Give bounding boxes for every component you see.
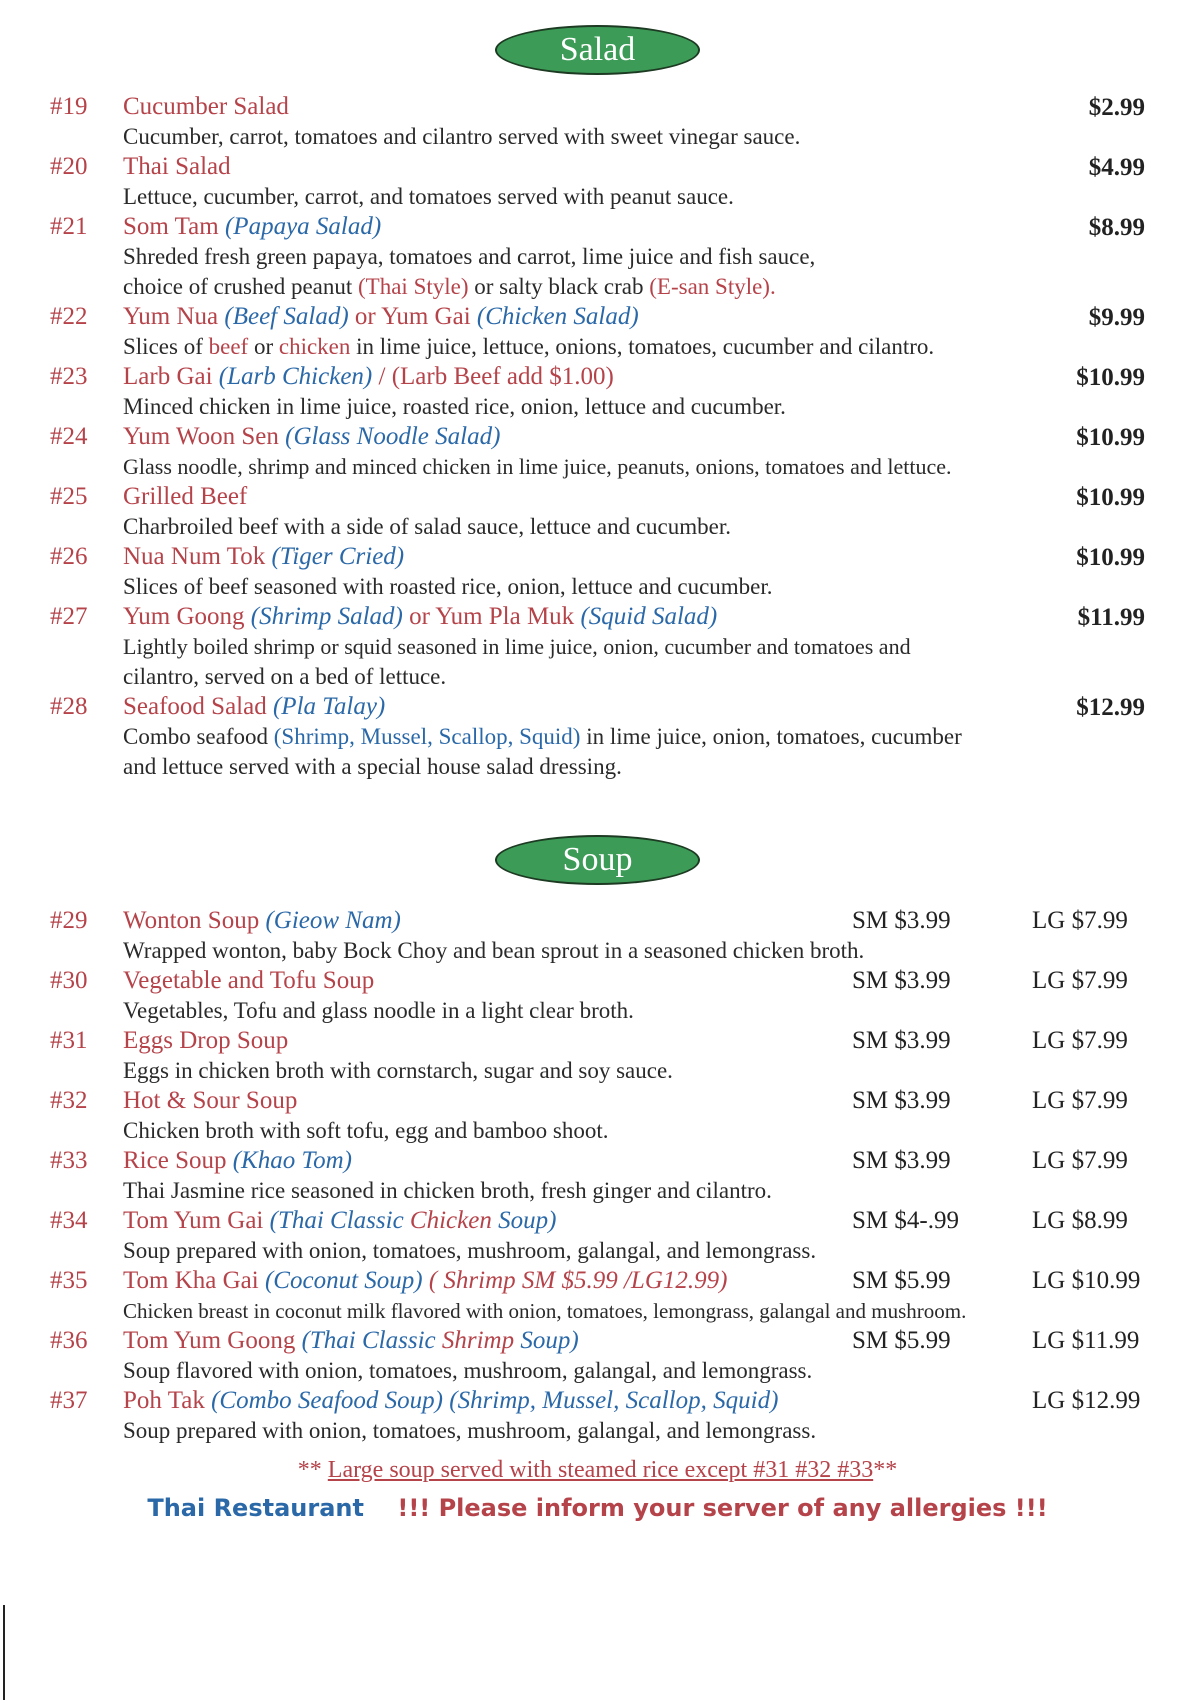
item-name: Tom Yum Goong <box>123 1327 296 1354</box>
note-prefix: ** <box>297 1457 328 1483</box>
item-description-continued <box>0 272 1195 302</box>
item-price: $12.99 <box>1076 694 1145 721</box>
item-description: Cucumber, carrot, tomatoes and cilantro served with sweet vinegar sauce. <box>123 124 801 149</box>
large-price: LG $7.99 <box>1032 1147 1128 1174</box>
large-price: LG $7.99 <box>1032 1027 1128 1054</box>
item-name: Yum Woon Sen <box>123 423 279 450</box>
item-number: #19 <box>50 93 88 120</box>
menu-item-34 <box>0 1206 1195 1266</box>
item-description: Lettuce, cucumber, carrot, and tomatoes served with peanut sauce. <box>123 184 734 209</box>
item-number: #36 <box>50 1327 88 1354</box>
item-number: #24 <box>50 423 88 450</box>
item-alt-name: (Shrimp Salad) <box>250 603 403 630</box>
small-price: SM $5.99 <box>852 1267 951 1294</box>
desc-beef: beef <box>208 334 249 359</box>
item-number: #30 <box>50 967 88 994</box>
large-price: LG $8.99 <box>1032 1207 1128 1234</box>
item-name: Wonton Soup <box>123 907 260 934</box>
item-alt-name-end: Soup) <box>520 1327 579 1354</box>
item-name: Yum Goong <box>123 603 245 630</box>
menu-item-26 <box>0 542 1195 602</box>
item-name-2: Yum Gai <box>381 303 471 330</box>
item-description <box>0 722 1195 752</box>
item-description: Eggs in chicken broth with cornstarch, sugar and soy sauce. <box>123 1058 673 1083</box>
salad-section <box>0 92 1195 782</box>
item-number: #32 <box>50 1087 88 1114</box>
item-alt-name: (Glass Noodle Salad) <box>285 423 501 450</box>
note-text: Large soup served with steamed rice except #31 #32 #33 <box>327 1457 874 1483</box>
large-price: LG $11.99 <box>1032 1327 1140 1354</box>
menu-item-20 <box>0 152 1195 212</box>
item-description: Charbroiled beef with a side of salad sauce, lettuce and cucumber. <box>123 514 731 539</box>
menu-item-32 <box>0 1086 1195 1146</box>
item-number: #23 <box>50 363 88 390</box>
item-alt-name: (Coconut Soup) <box>264 1267 423 1294</box>
item-name: Tom Kha Gai <box>123 1267 259 1294</box>
item-name: Cucumber Salad <box>123 93 289 120</box>
item-alt-name: (Combo Seafood Soup) (Shrimp, Mussel, Scallop, Squid) <box>211 1387 779 1414</box>
item-description-continued: and lettuce served with a special house salad dressing. <box>123 754 622 779</box>
item-number: #31 <box>50 1027 88 1054</box>
menu-item-33 <box>0 1146 1195 1206</box>
restaurant-name: Thai Restaurant <box>147 1494 364 1522</box>
large-price: LG $12.99 <box>1032 1387 1141 1414</box>
item-price: $10.99 <box>1076 544 1145 571</box>
item-description: Vegetables, Tofu and glass noodle in a light clear broth. <box>123 998 634 1023</box>
small-price: SM $3.99 <box>852 1147 951 1174</box>
item-alt-name: (Gieow Nam) <box>265 907 401 934</box>
large-soup-note <box>0 1455 1195 1485</box>
item-number: #33 <box>50 1147 88 1174</box>
item-alt-name: (Khao Tom) <box>232 1147 352 1174</box>
small-price: SM $3.99 <box>852 1027 951 1054</box>
item-alt-name: (Thai Classic <box>269 1207 404 1234</box>
menu-item-30 <box>0 966 1195 1026</box>
item-number: #28 <box>50 693 88 720</box>
item-description: Minced chicken in lime juice, roasted rice, onion, lettuce and cucumber. <box>123 394 786 419</box>
item-name: Poh Tak <box>123 1387 205 1414</box>
item-shrimp-option: ( Shrimp SM $5.99 /LG12.99) <box>428 1267 728 1294</box>
item-description <box>0 332 1195 362</box>
small-price: SM $5.99 <box>852 1327 951 1354</box>
desc-style-thai: (Thai Style) <box>358 274 469 299</box>
item-alt-name-highlight: Chicken <box>409 1207 492 1234</box>
desc-text: Slices of <box>123 334 209 359</box>
item-name: Som Tam <box>123 213 219 240</box>
item-name: Rice Soup <box>123 1147 227 1174</box>
menu-item-28 <box>0 692 1195 782</box>
item-name: Grilled Beef <box>123 483 248 510</box>
item-name: Larb Gai <box>123 363 213 390</box>
item-price: $2.99 <box>1088 94 1145 121</box>
item-description: Lightly boiled shrimp or squid seasoned in lime juice, onion, cucumber and tomatoes and <box>123 634 911 659</box>
note-suffix: ** <box>873 1457 898 1483</box>
item-description: Soup prepared with onion, tomatoes, mushroom, galangal, and lemongrass. <box>123 1418 817 1443</box>
item-or: or <box>409 603 430 630</box>
large-price: LG $7.99 <box>1032 1087 1128 1114</box>
item-name: Eggs Drop Soup <box>123 1027 289 1054</box>
menu-item-23 <box>0 362 1195 422</box>
item-name: Thai Salad <box>123 153 231 180</box>
small-price: SM $3.99 <box>852 967 951 994</box>
item-price: $8.99 <box>1088 214 1145 241</box>
item-alt-name: (Larb Chicken) <box>218 363 373 390</box>
menu-item-36 <box>0 1326 1195 1386</box>
item-number: #37 <box>50 1387 88 1414</box>
item-description: Shreded fresh green papaya, tomatoes and carrot, lime juice and fish sauce, <box>123 244 816 269</box>
item-price: $10.99 <box>1076 364 1145 391</box>
item-number: #22 <box>50 303 88 330</box>
item-alt-name: (Tiger Cried) <box>271 543 405 570</box>
scan-edge-line <box>3 1605 5 1700</box>
item-price: $4.99 <box>1088 154 1145 181</box>
menu-item-31 <box>0 1026 1195 1086</box>
desc-seafood: (Shrimp, Mussel, Scallop, Squid) <box>273 724 581 749</box>
item-number: #20 <box>50 153 88 180</box>
desc-chicken: chicken <box>278 334 351 359</box>
item-number: #26 <box>50 543 88 570</box>
large-price: LG $7.99 <box>1032 967 1128 994</box>
item-description: Thai Jasmine rice seasoned in chicken broth, fresh ginger and cilantro. <box>123 1178 772 1203</box>
desc-style-esan: (E-san Style). <box>649 274 776 299</box>
menu-item-25 <box>0 482 1195 542</box>
large-price: LG $7.99 <box>1032 907 1128 934</box>
item-or: or <box>354 303 376 330</box>
item-description-continued: cilantro, served on a bed of lettuce. <box>123 664 447 689</box>
item-description: Soup flavored with onion, tomatoes, mushroom, galangal, and lemongrass. <box>123 1358 813 1383</box>
item-description: Slices of beef seasoned with roasted rice, onion, lettuce and cucumber. <box>123 574 773 599</box>
desc-text: or salty black crab <box>468 274 650 299</box>
menu-item-35 <box>0 1266 1195 1326</box>
soup-section <box>0 906 1195 1446</box>
item-alt-name: (Beef Salad) <box>224 303 349 330</box>
small-price: SM $3.99 <box>852 907 951 934</box>
desc-text: in lime juice, lettuce, onions, tomatoes, cucumber and cilantro. <box>350 334 935 359</box>
item-number: #35 <box>50 1267 88 1294</box>
item-extra: / (Larb Beef add $1.00) <box>378 363 614 390</box>
item-number: #29 <box>50 907 88 934</box>
menu-item-37 <box>0 1386 1195 1446</box>
item-description: Soup prepared with onion, tomatoes, mushroom, galangal, and lemongrass. <box>123 1238 817 1263</box>
soup-section-title: Soup <box>495 835 700 885</box>
desc-text: choice of crushed peanut <box>123 274 359 299</box>
small-price: SM $3.99 <box>852 1087 951 1114</box>
item-description: Glass noodle, shrimp and minced chicken in lime juice, peanuts, onions, tomatoes and lettuce. <box>123 454 952 479</box>
item-number: #27 <box>50 603 88 630</box>
item-price: $9.99 <box>1088 304 1145 331</box>
item-description: Wrapped wonton, baby Bock Choy and bean sprout in a seasoned chicken broth. <box>123 938 865 963</box>
menu-item-29 <box>0 906 1195 966</box>
item-price: $10.99 <box>1076 424 1145 451</box>
item-number: #21 <box>50 213 88 240</box>
salad-header-wrap <box>0 25 1195 75</box>
item-number: #25 <box>50 483 88 510</box>
soup-header-wrap <box>0 835 1195 885</box>
item-name: Vegetable and Tofu Soup <box>123 967 375 994</box>
desc-text: in lime juice, onion, tomatoes, cucumber <box>580 724 962 749</box>
item-price: $10.99 <box>1076 484 1145 511</box>
menu-item-24 <box>0 422 1195 482</box>
menu-item-22 <box>0 302 1195 362</box>
item-alt-name: (Pla Talay) <box>272 693 386 720</box>
item-name: Nua Num Tok <box>123 543 266 570</box>
item-description: Chicken breast in coconut milk flavored with onion, tomatoes, lemongrass, galangal and mushroom. <box>123 1299 967 1323</box>
item-name: Yum Nua <box>123 303 219 330</box>
item-name: Hot & Sour Soup <box>123 1087 298 1114</box>
item-name-2: Yum Pla Muk <box>435 603 575 630</box>
desc-text: or <box>248 334 279 359</box>
desc-text: Combo seafood <box>123 724 274 749</box>
item-description: Chicken broth with soft tofu, egg and bamboo shoot. <box>123 1118 609 1143</box>
menu-item-21 <box>0 212 1195 302</box>
small-price: SM $4-.99 <box>852 1207 959 1234</box>
menu-item-19 <box>0 92 1195 152</box>
item-alt-name-end: Soup) <box>498 1207 557 1234</box>
item-alt-name-2: (Chicken Salad) <box>476 303 639 330</box>
item-alt-name: (Thai Classic <box>301 1327 436 1354</box>
item-name: Tom Yum Gai <box>123 1207 264 1234</box>
item-name: Seafood Salad <box>123 693 267 720</box>
large-price: LG $10.99 <box>1032 1267 1141 1294</box>
item-alt-name: (Papaya Salad) <box>224 213 382 240</box>
footer <box>0 1493 1195 1523</box>
salad-section-title: Salad <box>495 25 700 75</box>
item-alt-name-highlight: Shrimp <box>441 1327 515 1354</box>
item-number: #34 <box>50 1207 88 1234</box>
menu-item-27 <box>0 602 1195 692</box>
allergy-warning: !!! Please inform your server of any allergies !!! <box>397 1494 1048 1522</box>
item-alt-name-2: (Squid Salad) <box>580 603 718 630</box>
item-price: $11.99 <box>1077 604 1145 631</box>
